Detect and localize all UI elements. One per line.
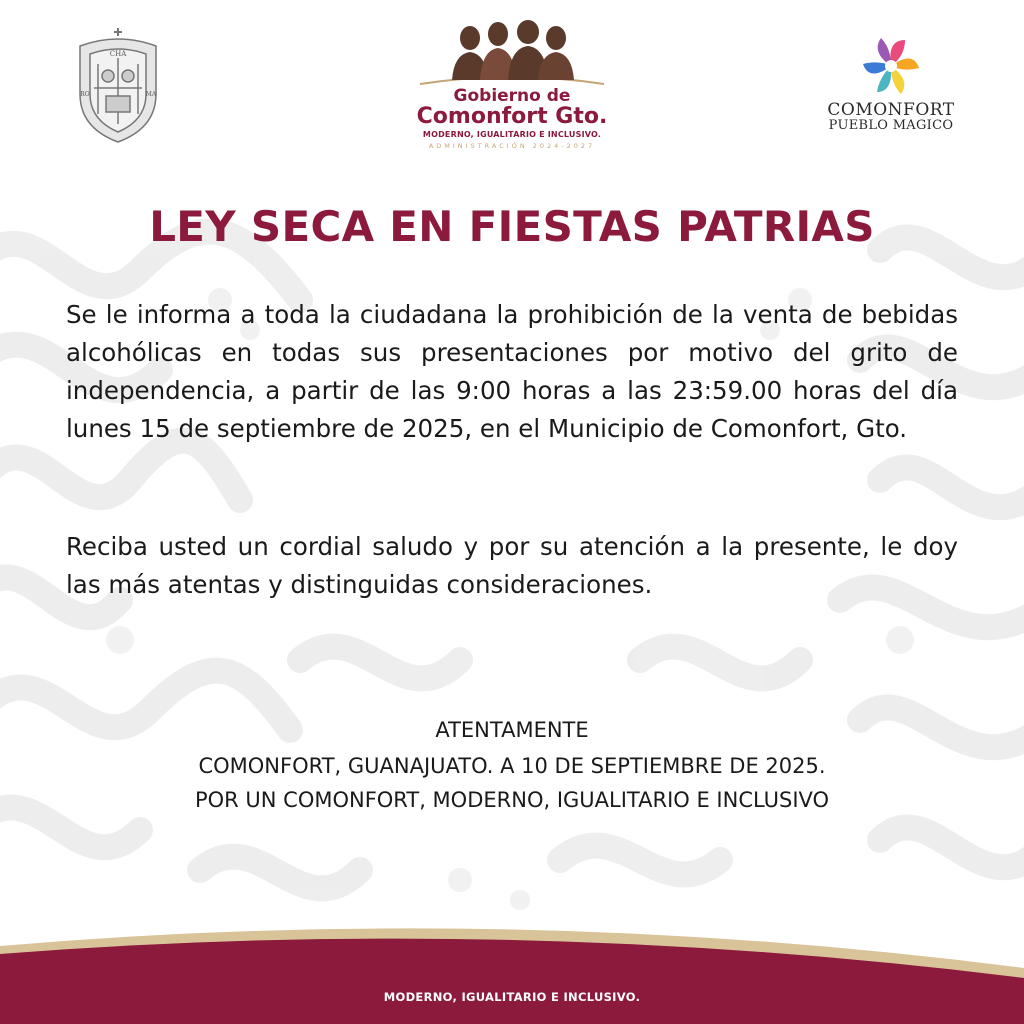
heroes-portrait-icon [400, 18, 624, 88]
pueblo-magico-logo [822, 32, 960, 144]
coat-of-arms-label-right: MA [145, 91, 157, 98]
government-logo-line3: MODERNO, IGUALITARIO E INCLUSIVO. [422, 130, 602, 139]
government-logo-line4: ADMINISTRACIÓN 2024-2027 [428, 142, 596, 150]
footer-wave [0, 920, 1024, 1024]
government-logo-line1: Gobierno de [453, 86, 571, 106]
government-logo [400, 18, 624, 154]
shield-icon [68, 24, 168, 146]
closing-line-1: ATENTAMENTE [435, 718, 589, 742]
government-logo-line2: Comonfort Gto. [416, 104, 608, 129]
closing-line-2: COMONFORT, GUANAJUATO. A 10 DE SEPTIEMBRE DE 2025. [198, 754, 826, 778]
coat-of-arms-logo [68, 24, 168, 146]
page-title: LEY SECA EN FIESTAS PATRIAS [149, 202, 875, 251]
pinwheel-icon [822, 32, 960, 98]
coat-of-arms-label-top: CHA [109, 50, 127, 58]
pueblo-magico-line1: COMONFORT [827, 100, 955, 120]
footer-slogan: MODERNO, IGUALITARIO E INCLUSIVO. [383, 990, 641, 1004]
pueblo-magico-line2: PUEBLO MAGICO [828, 118, 954, 133]
body-paragraph-2: Reciba usted un cordial saludo y por su atención a la presente, le doy las más atentas y distinguidas consideraciones. [66, 532, 958, 599]
closing-line-3: POR UN COMONFORT, MODERNO, IGUALITARIO E INCLUSIVO [194, 788, 830, 812]
body-paragraph-1: Se le informa a toda la ciudadana la prohibición de la venta de bebidas alcohólicas en todas sus presentaciones por motivo del grito de independencia, a partir de las 9:00 horas a las 23:59.00 horas del día lunes 15 de septiembre de 2025, en el Municipio de Comonfort, Gto. [66, 300, 958, 443]
coat-of-arms-label-left: RO [80, 91, 90, 98]
